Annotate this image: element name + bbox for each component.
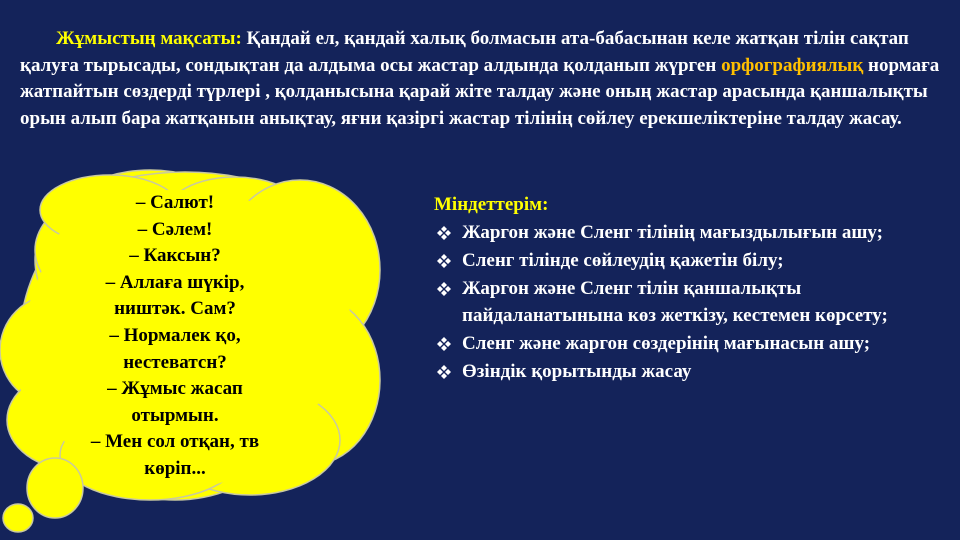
task-text: Жаргон және Сленг тілін қаншалықты пайдаланатынына көз жеткізу, кестемен көрсету; [462, 278, 888, 326]
task-item [434, 359, 934, 385]
goal-text-part2: нормаға жатпайтын сөздерді түрлері , қолданысына қарай жіте талдау және оның жастар арасында қаншалықты орын алып бара жатқанын анықтау, яғни қазіргі жастар тілінің сөйлеу ерекшеліктеріне талдау жасау. [20, 54, 940, 129]
task-item [434, 276, 934, 328]
goal-label: Жұмыстың мақсаты: [56, 28, 242, 49]
goal-highlight-word: орфографиялық [721, 54, 864, 76]
dialogue-line: көріп... [144, 457, 206, 479]
goal-text-part1: Қандай ел, қандай халық болмасын ата-бабасынан келе жатқан тілін сақтап қалуға тырысады, сондықтан да алдыма осы жастар алдында қолданып жүрген [20, 28, 909, 76]
tasks-section [434, 192, 934, 387]
diamond-bullet-icon [436, 364, 452, 380]
dialogue-line: – Салют! [135, 192, 215, 213]
dialogue-lines [50, 190, 300, 483]
diamond-bullet-icon [436, 225, 452, 241]
task-text: Жаргон және Сленг тілінің мағыздылығын ашу; [462, 222, 883, 243]
tasks-title: Міндеттерім: [434, 194, 549, 215]
dialogue-line: ништәк. Сам? [114, 298, 236, 320]
task-item [434, 220, 934, 246]
task-item [434, 248, 934, 274]
diamond-bullet-icon [436, 281, 452, 297]
goal-paragraph [20, 26, 940, 132]
dialogue-line: – Нормалек қо, [109, 324, 241, 346]
task-text: Өзіндік қорытынды жасау [462, 361, 692, 383]
task-item [434, 331, 934, 357]
tasks-list [434, 220, 934, 385]
task-text: Сленг тілінде сөйлеудің қажетін білу; [462, 250, 784, 272]
dialogue-line: – Аллаға шүкір, [105, 271, 245, 293]
task-text: Сленг және жаргон сөздерінің мағынасын ашу; [462, 332, 871, 354]
dialogue-line: отырмын. [131, 404, 219, 426]
dialogue-line: – Каксын? [129, 245, 221, 267]
diamond-bullet-icon [436, 336, 452, 352]
diamond-bullet-icon [436, 253, 452, 269]
dialogue-line: нестеватсн? [123, 351, 227, 373]
dialogue-line: – Сәлем! [137, 218, 213, 240]
dialogue-line: – Жұмыс жасап [107, 378, 243, 400]
dialogue-line: – Мен сол отқан, тв [90, 431, 260, 453]
